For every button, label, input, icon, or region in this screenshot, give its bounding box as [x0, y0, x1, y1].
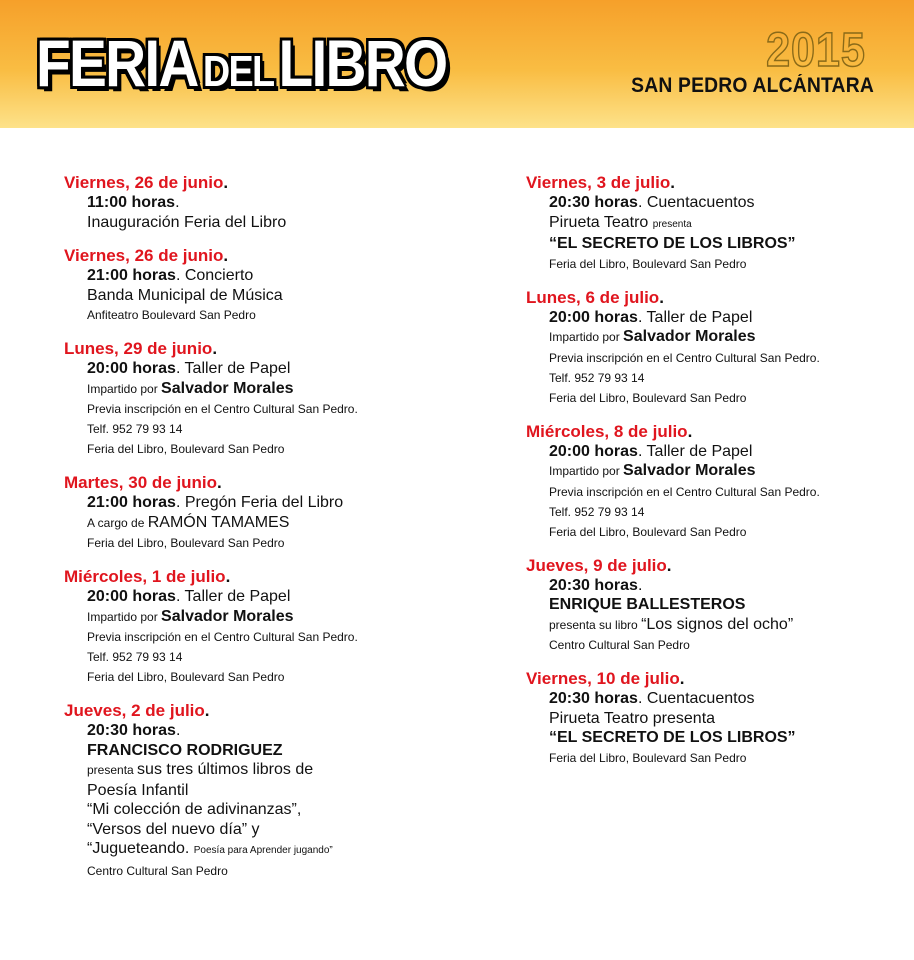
event-line-text: “Mi colección de adivinanzas”,	[87, 801, 302, 818]
event-line-bold: 20:00 horas	[549, 308, 638, 326]
event-line-small: Feria del Libro, Boulevard San Pedro	[549, 390, 747, 405]
event-line-small: Impartido por	[549, 330, 624, 344]
event-line-bold: 20:30 horas	[87, 722, 176, 739]
schedule-column-left	[64, 173, 474, 895]
event-line-small: Previa inscripción en el Centro Cultural San Pedro.	[87, 402, 358, 416]
date-period: .	[666, 555, 672, 575]
event-line-bold: 20:00 horas	[87, 360, 176, 377]
event-line-bold: FRANCISCO RODRIGUEZ	[87, 741, 283, 759]
event-line	[549, 368, 906, 388]
event-line-text: . Taller de Papel	[175, 588, 291, 605]
event-line-text: RAMÓN TAMAMES	[147, 513, 290, 531]
event-line	[87, 667, 474, 687]
event-entry	[526, 556, 906, 656]
date-period: .	[212, 339, 218, 358]
event-line-text: . Taller de Papel	[175, 360, 291, 377]
event-line	[87, 513, 474, 534]
event-details	[526, 576, 906, 656]
event-line-bold: ENRIQUE BALLESTEROS	[549, 596, 746, 613]
event-date	[526, 173, 906, 193]
event-line-small: presenta	[87, 763, 138, 777]
event-date	[64, 173, 474, 193]
event-line	[549, 308, 906, 328]
event-date-text: Miércoles, 8 de julio	[526, 421, 688, 441]
event-line-text: . Pregón Feria del Libro	[175, 494, 344, 511]
event-line	[549, 689, 906, 709]
date-period: .	[223, 173, 229, 192]
date-period: .	[223, 246, 229, 265]
event-line-small: A cargo de	[87, 515, 148, 530]
event-line	[87, 820, 474, 840]
event-entry	[64, 173, 474, 232]
event-line	[549, 234, 906, 254]
event-line-text: Pirueta Teatro presenta	[549, 709, 716, 727]
year-label: 2015	[766, 24, 866, 77]
event-line	[549, 595, 906, 615]
event-line	[87, 379, 474, 400]
event-line-text: . Cuentacuentos	[637, 690, 755, 707]
event-details	[64, 721, 474, 881]
event-line-bold: 20:30 horas	[549, 194, 638, 211]
event-line	[549, 709, 906, 729]
event-line-small: Telf. 952 79 93 14	[549, 370, 645, 385]
event-date-text: Viernes, 26 de junio	[64, 246, 224, 265]
event-line-bold: 20:30 horas	[549, 576, 638, 594]
event-line	[87, 800, 474, 820]
event-line-small: Previa inscripción en el Centro Cultural San Pedro.	[549, 350, 820, 365]
event-line	[549, 213, 906, 235]
event-date-text: Jueves, 9 de julio	[526, 555, 667, 575]
event-date	[64, 473, 474, 493]
event-line-text: .	[637, 576, 643, 594]
event-line	[549, 522, 906, 542]
event-line-bold: “EL SECRETO DE LOS LIBROS”	[549, 235, 796, 252]
event-line-bold: 11:00 horas	[87, 194, 176, 211]
event-line-small: Centro Cultural San Pedro	[87, 863, 228, 878]
event-line	[87, 359, 474, 379]
event-line-text: Inauguración Feria del Libro	[87, 213, 287, 231]
event-line	[87, 781, 474, 801]
event-date	[526, 669, 906, 689]
date-period: .	[225, 567, 231, 586]
event-line	[87, 439, 474, 459]
date-period: .	[670, 173, 675, 192]
event-date-text: Martes, 30 de junio	[64, 473, 218, 492]
event-line-bold: 21:00 horas	[87, 494, 176, 511]
header-banner	[0, 0, 914, 128]
event-line-tiny: presenta	[652, 218, 692, 230]
event-line	[87, 587, 474, 607]
event-date	[526, 288, 906, 308]
date-period: .	[204, 701, 210, 720]
event-line	[87, 721, 474, 741]
title-word-feria: FERIA	[36, 26, 198, 100]
event-line-text: . Taller de Papel	[637, 442, 753, 460]
event-line-small: Anfiteatro Boulevard San Pedro	[87, 308, 256, 322]
event-line-bold-name: Salvador Morales	[161, 607, 294, 625]
event-line	[549, 748, 906, 768]
event-line	[549, 728, 906, 748]
event-line	[87, 861, 474, 881]
event-details	[526, 442, 906, 542]
event-line-small: Centro Cultural San Pedro	[549, 638, 690, 652]
event-entry	[64, 567, 474, 687]
event-line	[87, 647, 474, 667]
event-line	[549, 442, 906, 462]
event-date	[64, 701, 474, 721]
event-line-small: Feria del Libro, Boulevard San Pedro	[87, 442, 285, 456]
event-line-text: . Cuentacuentos	[637, 194, 755, 211]
event-date	[526, 422, 906, 442]
event-details	[64, 359, 474, 459]
event-details	[526, 193, 906, 274]
event-date-text: Lunes, 29 de junio	[64, 339, 213, 358]
event-line	[87, 286, 474, 306]
event-date	[64, 567, 474, 587]
event-line	[549, 615, 906, 636]
event-line-text: “Jugueteando.	[87, 840, 194, 857]
event-line-tiny: Poesía para Aprender jugando”	[193, 845, 333, 856]
event-line-bold: 21:00 horas	[87, 267, 176, 284]
event-line	[549, 482, 906, 502]
event-line-small: Feria del Libro, Boulevard San Pedro	[87, 670, 285, 684]
event-entry	[64, 246, 474, 325]
event-details	[64, 493, 474, 553]
event-date-text: Lunes, 6 de julio	[526, 287, 660, 307]
event-line-small: Telf. 952 79 93 14	[549, 504, 645, 519]
event-line	[549, 254, 906, 274]
event-line-text: Pirueta Teatro	[549, 213, 653, 231]
event-line	[87, 419, 474, 439]
event-entry	[526, 669, 906, 768]
event-line-text: “Versos del nuevo día” y	[87, 820, 260, 838]
title-word-del: DEL	[202, 47, 274, 96]
event-date	[526, 556, 906, 576]
event-line-bold: 20:00 horas	[549, 442, 638, 460]
event-date-text: Viernes, 26 de junio	[64, 173, 224, 192]
title-word-libro: LIBRO	[278, 26, 447, 100]
event-line	[549, 327, 906, 348]
event-date-text: Miércoles, 1 de julio	[64, 567, 226, 586]
event-line-text: .	[175, 194, 180, 211]
date-period: .	[659, 287, 664, 307]
date-period: .	[687, 421, 693, 441]
event-line	[549, 388, 906, 408]
event-entry	[64, 339, 474, 459]
event-entry	[526, 173, 906, 274]
event-line-bold-name: Salvador Morales	[161, 379, 294, 397]
schedule-column-right	[526, 173, 906, 782]
event-line-text: . Concierto	[175, 267, 254, 284]
event-details	[64, 266, 474, 325]
event-line	[87, 741, 474, 761]
event-line-text: Banda Municipal de Música	[87, 286, 283, 304]
event-line	[87, 607, 474, 628]
event-line-small: Impartido por	[87, 609, 162, 624]
event-line	[87, 627, 474, 647]
event-line-small: Impartido por	[549, 464, 624, 478]
event-date-text: Viernes, 10 de julio	[526, 669, 680, 688]
event-line-small: Feria del Libro, Boulevard San Pedro	[87, 536, 285, 550]
event-line	[549, 193, 906, 213]
event-entry	[526, 288, 906, 408]
event-entry	[64, 473, 474, 553]
event-date-text: Jueves, 2 de julio	[64, 701, 205, 720]
event-details	[64, 587, 474, 687]
event-line-text: .	[175, 722, 181, 739]
event-line	[549, 576, 906, 596]
event-line-small: Feria del Libro, Boulevard San Pedro	[549, 524, 747, 539]
event-line-text: . Taller de Papel	[637, 308, 753, 326]
event-date	[64, 339, 474, 359]
event-line-text: Poesía Infantil	[87, 781, 189, 799]
event-line-small: Telf. 952 79 93 14	[87, 650, 183, 664]
event-line-small: Impartido por	[87, 381, 162, 396]
event-line	[87, 213, 474, 233]
event-line-text: sus tres últimos libros de	[137, 761, 314, 778]
date-period: .	[679, 669, 685, 688]
date-period: .	[217, 473, 222, 492]
event-line-bold: 20:00 horas	[87, 588, 176, 605]
event-entry	[526, 422, 906, 542]
event-line-small: Previa inscripción en el Centro Cultural San Pedro.	[549, 484, 820, 499]
event-details	[526, 689, 906, 768]
event-details	[64, 193, 474, 232]
event-line	[87, 399, 474, 419]
event-line	[87, 305, 474, 325]
event-line	[87, 193, 474, 213]
event-line	[87, 760, 474, 781]
event-line	[87, 533, 474, 553]
event-line-bold-name: Salvador Morales	[623, 462, 756, 479]
event-line-bold: “EL SECRETO DE LOS LIBROS”	[549, 729, 796, 746]
event-line	[549, 461, 906, 482]
event-line	[87, 493, 474, 513]
event-line	[87, 266, 474, 286]
page-title	[36, 26, 447, 109]
event-details	[526, 308, 906, 408]
event-date-text: Viernes, 3 de julio	[526, 173, 671, 192]
event-line-small: Feria del Libro, Boulevard San Pedro	[549, 256, 747, 271]
event-line-small: Telf. 952 79 93 14	[87, 422, 183, 436]
event-line-small: Previa inscripción en el Centro Cultural San Pedro.	[87, 630, 358, 644]
event-line-text: “Los signos del ocho”	[641, 615, 794, 633]
event-line	[549, 635, 906, 655]
event-entry	[64, 701, 474, 881]
event-line	[87, 839, 474, 861]
event-line	[549, 502, 906, 522]
event-line-small: presenta su libro	[549, 617, 642, 632]
event-line-bold-name: Salvador Morales	[623, 328, 756, 345]
event-line-small: Feria del Libro, Boulevard San Pedro	[549, 750, 747, 765]
place-label: SAN PEDRO ALCÁNTARA	[631, 74, 874, 97]
event-line	[549, 348, 906, 368]
event-date	[64, 246, 474, 266]
event-line-bold: 20:30 horas	[549, 690, 638, 707]
